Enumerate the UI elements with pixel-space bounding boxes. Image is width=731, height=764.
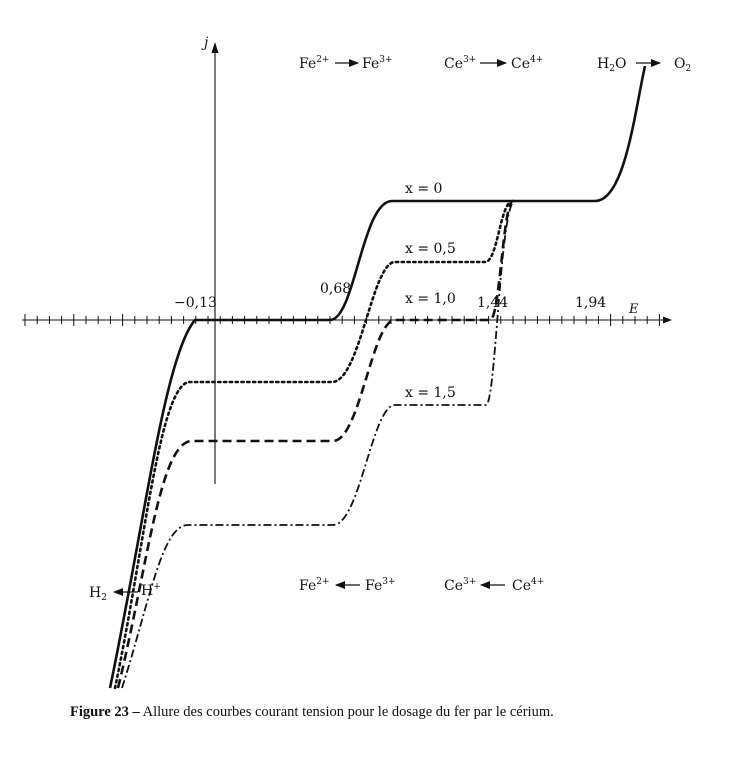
svg-text:Ce3+: $Ce^{3+}$ [444,577,477,594]
y-axis-arrowhead [212,42,219,53]
reaction-h-reduction [89,582,161,603]
curve-labels [405,181,456,401]
reaction-ce-reduction [444,577,544,594]
reaction-fe-oxidation [299,55,393,72]
curves [110,66,645,688]
curve-label-x-0: x = 0 [405,181,443,197]
tick-label-minus-0-13: −0,13 [174,295,217,311]
svg-text:H2O: $H_2O$ [597,56,627,74]
x-axis-arrowhead [663,317,672,324]
curve-label-x-1-0: x = 1,0 [405,291,456,307]
y-axis-label: j [204,35,209,51]
svg-text:O2: $O_2$ [674,56,692,74]
curve-x-0 [110,66,645,688]
x-axis-label: E [629,302,639,317]
svg-text:H2: $H_2$ [89,585,107,603]
svg-text:Fe3+: $Fe^{3+}$ [362,55,393,72]
tick-label-1-94: 1,94 [575,295,607,311]
curve-label-x-0-5: x = 0,5 [405,241,456,257]
svg-text:Fe3+: $Fe^{3+}$ [365,577,396,594]
tick-label-1-44: 1,44 [477,295,509,311]
svg-text:Fe2+: $Fe^{2+}$ [299,55,330,72]
reaction-fe-reduction [299,577,396,594]
axes [22,35,672,484]
svg-text:H+: H+ [141,582,161,599]
caption-prefix: Figure 23 – [70,704,140,720]
caption-text: Allure des courbes courant tension pour le dosage du fer par le cérium. [139,704,554,720]
svg-text:Ce3+: $Ce^{3+}$ [444,55,477,72]
svg-text:Fe2+: $Fe^{2+}$ [299,577,330,594]
svg-text:Ce4+: $Ce^{4+}$ [511,55,544,72]
curve-x-0-5 [115,201,513,688]
reaction-ce-oxidation [444,55,543,72]
curve-label-x-1-5: x = 1,5 [405,385,456,401]
curve-x-1-5 [122,201,515,688]
svg-text:Ce4+: $Ce^{4+}$ [512,577,545,594]
tick-label-0-68: 0,68 [320,281,352,297]
figure-caption [70,704,554,721]
curve-x-1-0 [118,201,513,688]
